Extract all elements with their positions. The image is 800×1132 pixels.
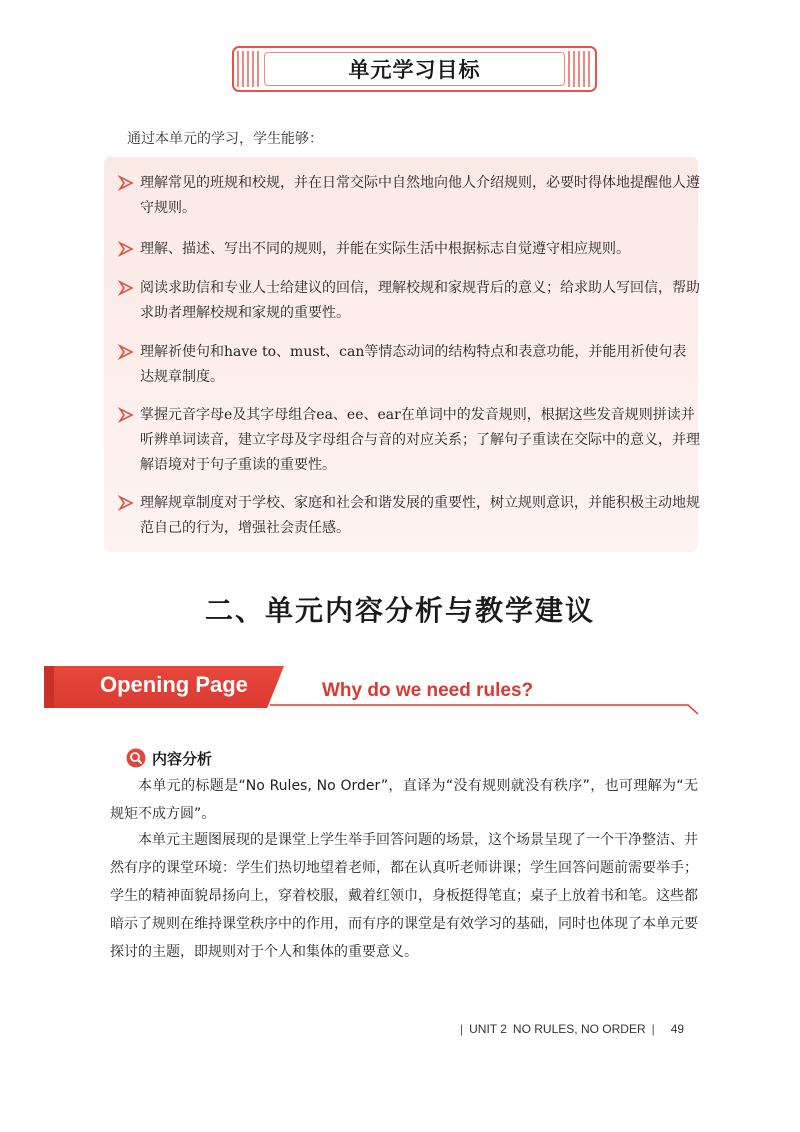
arrow-bullet-icon [118, 495, 134, 511]
content-analysis-title: 内容分析 [152, 749, 213, 768]
content-analysis-heading [126, 747, 212, 769]
goal-text: 理解祈使句和have to、must、can等情态动词的结构特点和表意功能，并能用祈使句表达规章制度。 [140, 344, 687, 385]
opening-page-label: Opening Page [100, 672, 248, 697]
footer-divider: | [460, 1022, 464, 1036]
goal-item [118, 403, 700, 478]
arrow-bullet-icon [118, 280, 134, 296]
footer-unit: UNIT 2 [469, 1022, 507, 1036]
arrow-bullet-icon [118, 175, 134, 191]
goal-text: 掌握元音字母e及其字母组合ea、ee、ear在单词中的发音规则，根据这些发音规则拼读并听辨单词读音，建立字母及字母组合与音的对应关系；了解句子重读在交际中的意义，并理解语境对于句子重读的重要性。 [140, 407, 700, 473]
magnifier-icon [126, 748, 146, 768]
subtitle-underline [270, 700, 700, 716]
goal-text: 理解常见的班规和校规，并在日常交际中自然地向他人介绍规则，必要时得体地提醒他人遵守规则。 [140, 175, 700, 216]
page-number: 49 [670, 1022, 685, 1036]
goal-text: 理解规章制度对于学校、家庭和社会和谐发展的重要性，树立规则意识，并能积极主动地规范自己的行为，增强社会责任感。 [140, 495, 700, 536]
goals-box [104, 157, 698, 552]
banner-decoration-left [237, 51, 261, 87]
analysis-paragraph: 本单元的标题是“No Rules, No Order”，直译为“没有规则就没有秩序”，也可理解为“无规矩不成方圆”。 [110, 778, 698, 822]
bar-stripe [44, 666, 54, 708]
goal-item [118, 171, 700, 221]
footer-divider: | [651, 1022, 655, 1036]
intro-text: 通过本单元的学习，学生能够： [127, 131, 323, 147]
goal-item [118, 276, 700, 326]
goal-item [118, 237, 700, 262]
goal-item [118, 340, 700, 390]
goal-text: 阅读求助信和专业人士给建议的回信，理解校规和家规背后的意义；给求助人写回信，帮助求助者理解校规和家规的重要性。 [140, 280, 700, 321]
footer-unit-title: NO RULES, NO ORDER [512, 1022, 646, 1036]
arrow-bullet-icon [118, 241, 134, 257]
arrow-bullet-icon [118, 407, 134, 423]
page-title: 单元学习目标 [264, 52, 565, 86]
analysis-paragraph: 本单元主题图展现的是课堂上学生举手回答问题的场景，这个场景呈现了一个干净整洁、井然有序的课堂环境：学生们热切地望着老师，都在认真听老师讲课；学生回答问题前需要举手；学生的精神面貌昂扬向上，穿着校服，戴着红领巾，身板挺得笔直；桌子上放着书和笔。这些都暗示了规则在维持课堂秩序中的作用，而有序的课堂是有效学习的基础，同时也体现了本单元要探讨的主题，即规则对于个人和集体的重要意义。 [110, 832, 698, 960]
banner-decoration-right [568, 51, 592, 87]
unit-goals-banner [232, 46, 597, 92]
goal-text: 理解、描述、写出不同的规则，并能在实际生活中根据标志自觉遵守相应规则。 [140, 241, 630, 257]
section-heading: 二、单元内容分析与教学建议 [204, 594, 595, 627]
opening-page-subtitle: Why do we need rules? [322, 680, 534, 701]
page-footer [460, 1022, 700, 1036]
goal-item [118, 491, 700, 541]
arrow-bullet-icon [118, 344, 134, 360]
